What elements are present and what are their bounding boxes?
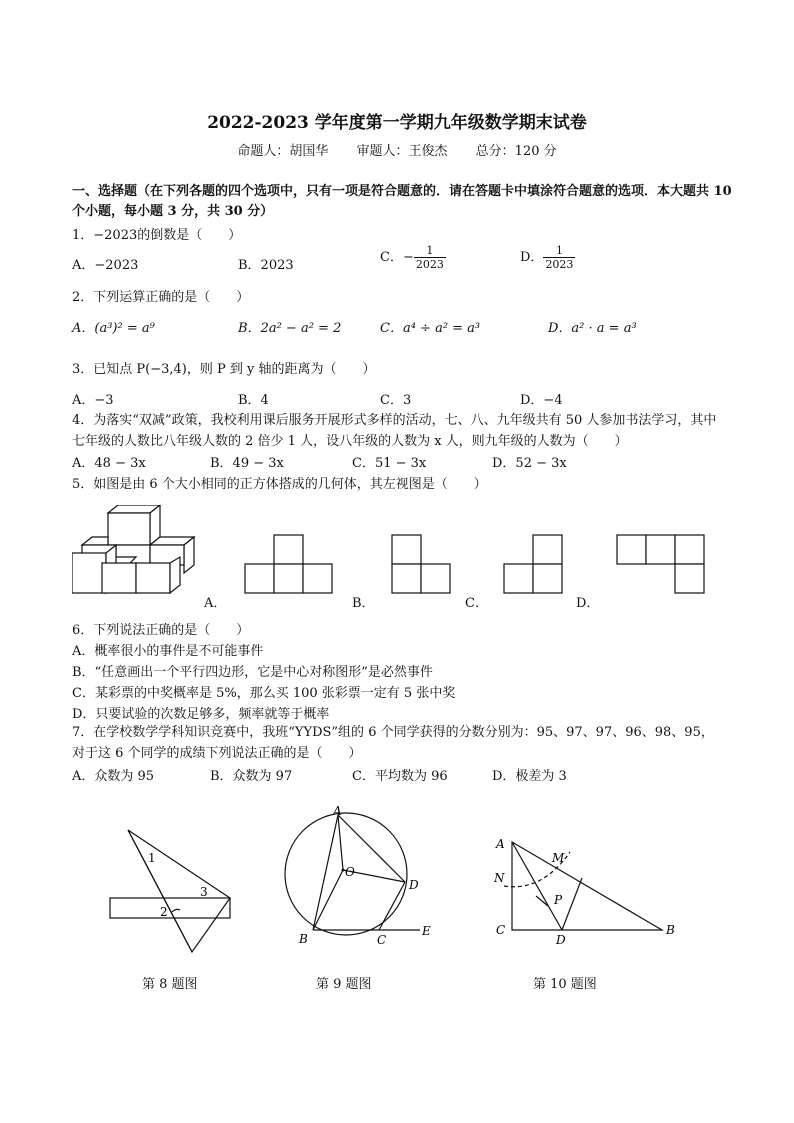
fig9-label-e: E	[422, 924, 431, 938]
q1-c-prefix: C．−	[380, 250, 414, 265]
q2-stem: 2．下列运算正确的是（ ）	[72, 290, 250, 305]
q7-option-b: B．众数为 97	[210, 769, 293, 784]
fig10-label-b: B	[666, 923, 675, 937]
q6-option-c: C．某彩票的中奖概率是 5%，那么买 100 张彩票一定有 5 张中奖	[72, 686, 456, 701]
figure-8	[100, 820, 240, 960]
q6-option-b: B．“任意画出一个平行四边形，它是中心对称图形”是必然事件	[72, 665, 433, 680]
q2-option-d: D．a² · a = a³	[548, 321, 637, 336]
exam-meta	[0, 140, 794, 159]
fig8-label-3: 3	[200, 885, 208, 899]
q3-stem: 3．已知点 P(−3,4)，则 P 到 y 轴的距离为（ ）	[72, 362, 376, 377]
fig9-label-o: O	[345, 865, 355, 879]
fig10-label-c: C	[496, 923, 506, 937]
q1-c-num: 1	[414, 244, 446, 258]
q2-option-a: A．(a³)² = a⁹	[72, 321, 155, 336]
q1-option-a: A．−2023	[72, 258, 139, 273]
q1-d-den: 2023	[545, 258, 574, 271]
fig10-label-p: P	[554, 893, 563, 907]
fig9-label-a: A	[333, 804, 342, 818]
figure-10	[490, 830, 690, 950]
fig8-label-1: 1	[148, 851, 156, 865]
q5-option-a-view	[244, 534, 334, 596]
q7-option-d: D．极差为 3	[492, 769, 567, 784]
q3-option-a: A．−3	[72, 393, 114, 408]
q7-option-c: C．平均数为 96	[352, 769, 448, 784]
q6-option-d: D．只要试验的次数足够多，频率就等于概率	[72, 707, 330, 722]
q5-option-b: B．	[352, 596, 375, 611]
author: 命题人：胡国华	[237, 144, 329, 159]
fig10-label-d: D	[556, 933, 566, 947]
q5-option-d-view	[616, 534, 706, 596]
q1-option-d	[520, 244, 575, 271]
fig8-label-2: 2	[160, 905, 168, 919]
q2-option-b: B．2a² − a² = 2	[238, 321, 342, 336]
q3-option-c: C．3	[380, 393, 412, 408]
q4-option-d: D．52 − 3x	[492, 456, 567, 471]
figure-8-caption: 第 8 题图	[142, 977, 198, 992]
q1-option-b: B．2023	[238, 258, 294, 273]
q4-option-b: B．49 − 3x	[210, 456, 284, 471]
q6-option-a: A．概率很小的事件是不可能事件	[72, 644, 264, 659]
q4-option-a: A．48 − 3x	[72, 456, 146, 471]
q5-option-c: C．	[465, 596, 488, 611]
page-title: 2022-2023 学年度第一学期九年级数学期末试卷	[207, 113, 587, 133]
reviewer: 审题人：王俊杰	[356, 144, 448, 159]
q6-stem: 6．下列说法正确的是（ ）	[72, 623, 250, 638]
fig10-label-n: N	[494, 871, 505, 885]
q1-d-num: 1	[543, 244, 575, 258]
total-score: 总分：120 分	[475, 144, 557, 159]
q1-c-den: 2023	[415, 258, 444, 271]
q1-stem: 1．−2023的倒数是（ ）	[72, 228, 242, 243]
fig9-label-d: D	[409, 878, 419, 892]
q5-option-c-view	[503, 534, 565, 596]
fig10-label-a: A	[496, 837, 505, 851]
q7-option-a: A．众数为 95	[72, 769, 155, 784]
figure-9-caption: 第 9 题图	[316, 977, 372, 992]
q3-option-b: B．4	[238, 393, 269, 408]
q5-option-b-view	[391, 534, 453, 596]
q4-stem: 4．为落实“双减”政策，我校利用课后服务开展形式多样的活动，七、八、九年级共有 50 人参加书法学习，其中七年级的人数比八年级人数的 2 倍少 1 人，设八年级的人数为 x 人，则九年级的人数为（ ）	[72, 413, 717, 449]
q1-option-c	[380, 244, 446, 271]
section-heading: 一、选择题（在下列各题的四个选项中，只有一项是符合题意的．请在答题卡中填涂符合题意的选项．本大题共 10 个小题，每小题 3 分，共 30 分）	[72, 184, 732, 219]
q2-option-c: C．a⁴ ÷ a² = a³	[380, 321, 481, 336]
fig9-label-b: B	[299, 932, 308, 946]
figure-9	[275, 800, 435, 950]
q5-option-a: A．	[204, 596, 227, 611]
q4-option-c: C．51 − 3x	[352, 456, 427, 471]
q7-stem: 7．在学校数学学科知识竞赛中，我班“YYDS”组的 6 个同学获得的分数分别为：95、97、97、96、98、95，对于这 6 个同学的成绩下列说法正确的是（ ）	[72, 725, 714, 761]
fig9-label-c: C	[377, 933, 387, 947]
q5-stem: 5．如图是由 6 个大小相同的正方体搭成的几何体，其左视图是（ ）	[72, 477, 487, 492]
q5-option-d: D．	[576, 596, 600, 611]
fig10-label-m: M	[552, 851, 565, 865]
q1-d-prefix: D．	[520, 250, 544, 265]
q5-solid-figure	[72, 505, 202, 605]
q3-option-d: D．−4	[520, 393, 563, 408]
figure-10-caption: 第 10 题图	[533, 977, 597, 992]
